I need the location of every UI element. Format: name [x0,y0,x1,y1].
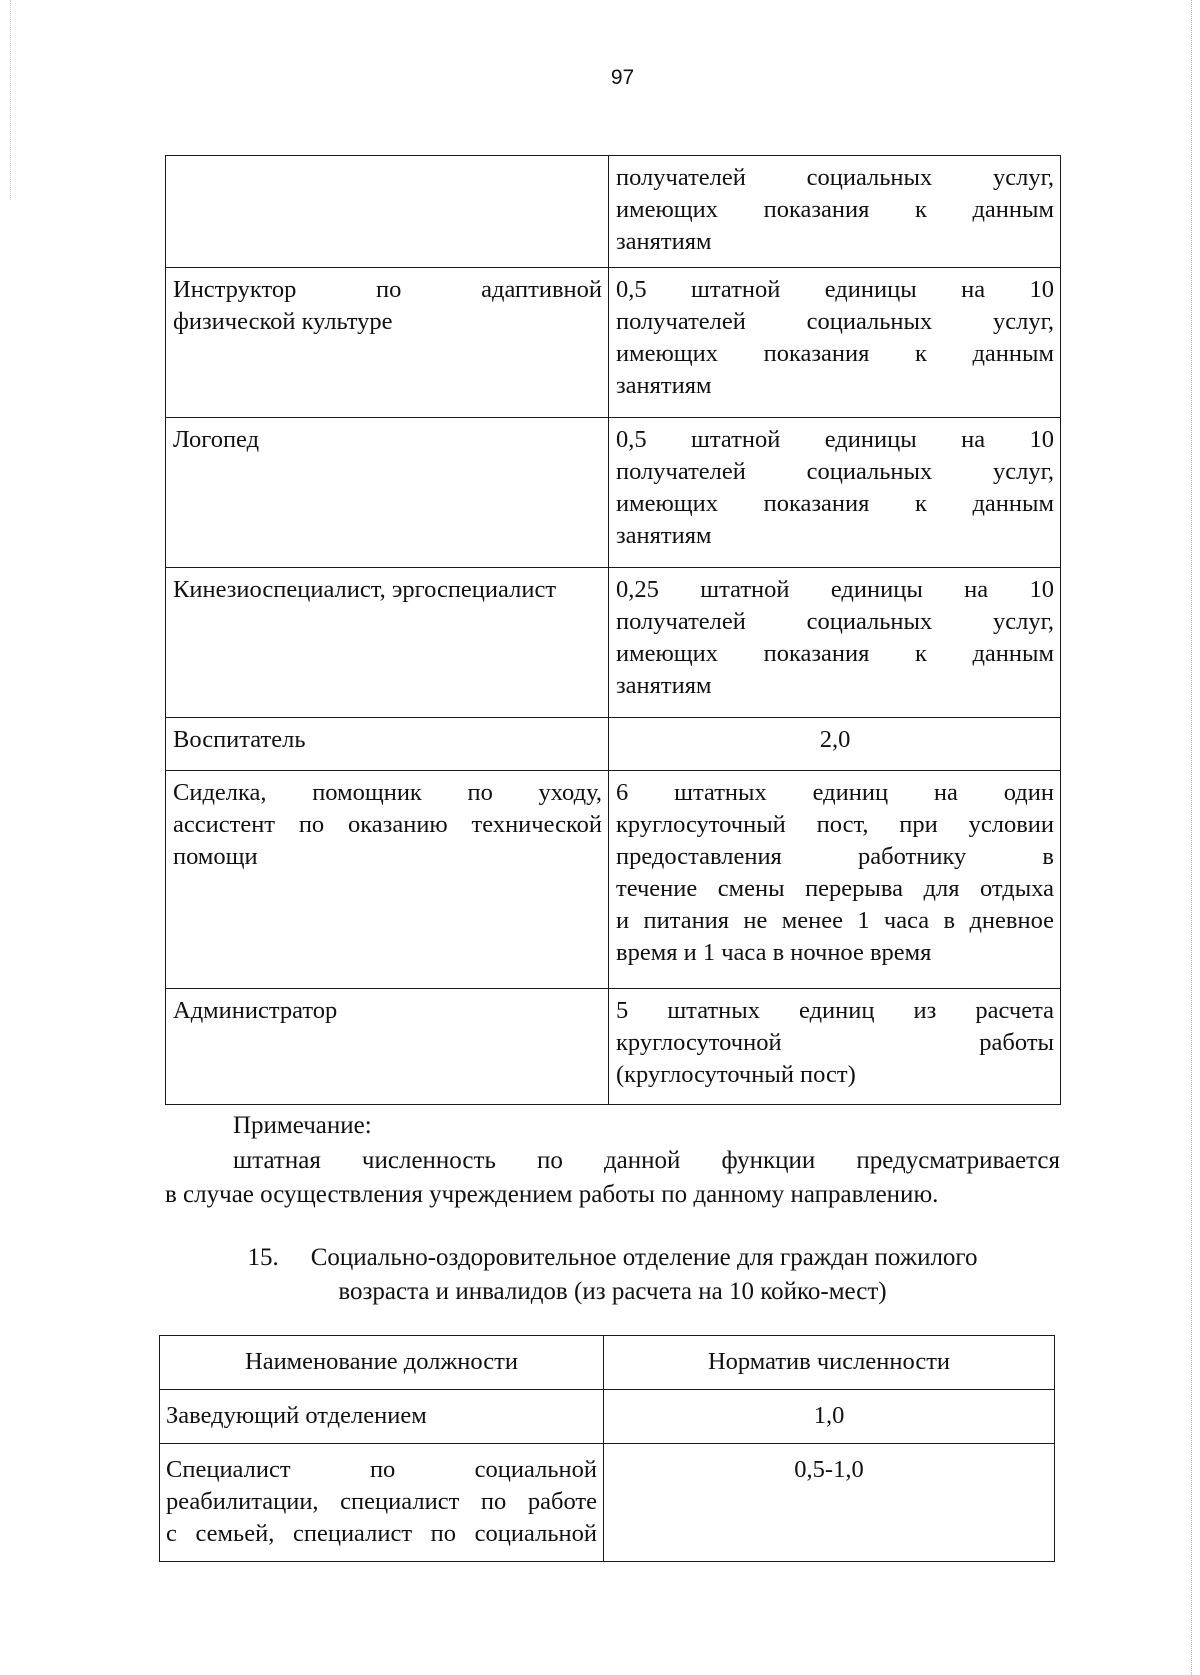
norm-cell: 2,0 [609,718,1061,771]
note-line-1: штатная численность по данной функции предусматривается [233,1147,1060,1174]
section-number: 15. [247,1244,279,1271]
position-cell: Сиделка, помощник по уходу, ассистент по оказанию технической помощи [166,771,609,989]
section-title [165,1241,1060,1309]
position-cell: Воспитатель [166,718,609,771]
section-title-line-2: возраста и инвалидов (из расчета на 10 койко-мест) [338,1278,887,1305]
position-cell [166,156,609,268]
norm-cell: 1,0 [604,1390,1055,1444]
norm-cell: получателей социальных услуг, имеющих показания к данным занятиям [609,156,1061,268]
position-cell: Кинезиоспециалист, эргоспециалист [166,568,609,718]
staffing-table-section-15 [159,1335,1055,1562]
norm-cell: 0,5 штатной единицы на 10 получателей социальных услуг, имеющих показания к данным занятиям [609,268,1061,418]
page-number: 97 [610,66,635,89]
table-row [160,1444,1055,1562]
norm-cell: 6 штатных единиц на один круглосуточный пост, при условии предоставления работнику в течение смены перерыва для отдыха и питания не менее 1 часа в дневное время и 1 часа в ночное время [609,771,1061,989]
table-row [166,418,1061,568]
table-row [166,268,1061,418]
table-row [166,568,1061,718]
staffing-table-continued [165,155,1061,1105]
position-cell: Администратор [166,989,609,1105]
position-cell: Логопед [166,418,609,568]
position-cell: Специалист по социальной реабилитации, специалист по работе с семьей, специалист по социальной [160,1444,604,1562]
norm-cell: 0,25 штатной единицы на 10 получателей социальных услуг, имеющих показания к данным занятиям [609,568,1061,718]
table-header-row [160,1336,1055,1390]
column-header-position: Наименование должности [160,1336,604,1390]
position-cell: Инструктор по адаптивной физической культуре [166,268,609,418]
table-row [160,1390,1055,1444]
norm-cell: 0,5-1,0 [604,1444,1055,1562]
scan-edge-right [1189,0,1192,1675]
section-title-line-1: 15. Социально-оздоровительное отделение для граждан пожилого [247,1244,978,1271]
column-header-norm: Норматив численности [604,1336,1055,1390]
norm-cell: 5 штатных единиц из расчета круглосуточной работы (круглосуточный пост) [609,989,1061,1105]
scan-edge-left [10,0,12,200]
note-text [165,1144,1060,1212]
table-row [166,771,1061,989]
table-row [166,718,1061,771]
norm-cell: 0,5 штатной единицы на 10 получателей социальных услуг, имеющих показания к данным занятиям [609,418,1061,568]
table-row [166,156,1061,268]
table-row [166,989,1061,1105]
note-line-2: в случае осуществления учреждением работы по данному направлению. [165,1181,939,1208]
note-label: Примечание: [233,1112,372,1139]
position-cell: Заведующий отделением [160,1390,604,1444]
